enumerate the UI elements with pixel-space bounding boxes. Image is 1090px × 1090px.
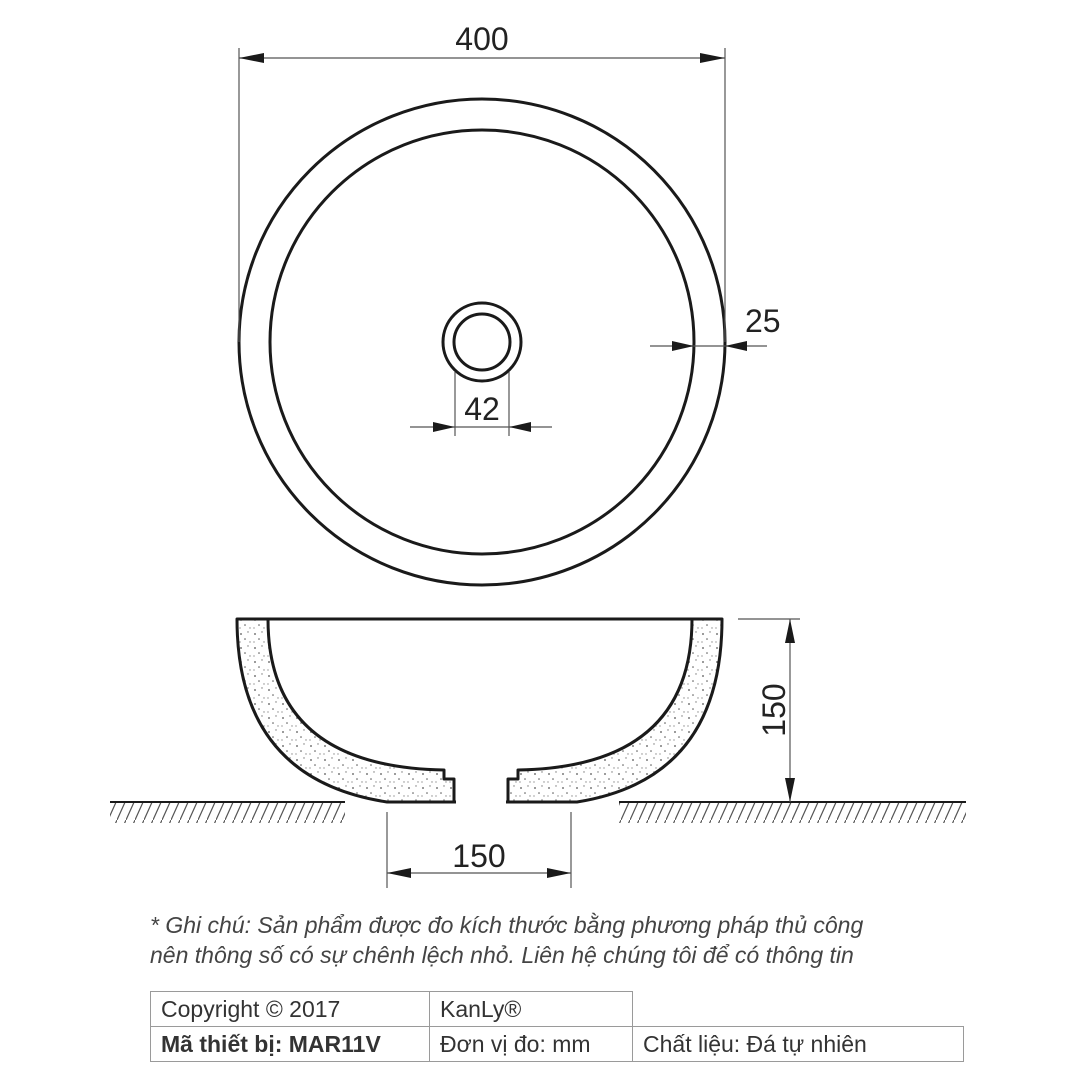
info-row-1 [151,992,964,1027]
side-view [237,619,722,802]
product-info-table [150,991,964,1062]
dimension-label-25: 25 [745,303,781,339]
empty-cell [633,992,964,1027]
inner-basin-circle [270,130,694,554]
brand-cell: KanLy® [430,992,633,1027]
info-row-2 [151,1027,964,1062]
dimension-label-42: 42 [464,391,500,427]
ground-line [110,802,966,823]
copyright-cell: Copyright © 2017 [151,992,430,1027]
unit-cell: Đơn vị đo: mm [430,1027,633,1062]
dimension-overall-diameter [239,48,725,342]
drain-inner-circle [454,314,510,370]
dimension-rim-thickness [650,341,767,351]
note-line-2: nên thông số có sự chênh lệch nhỏ. Liên hệ chúng tôi để có thông tin [150,942,854,968]
dimension-label-base-150: 150 [452,838,506,874]
outer-rim-circle [239,99,725,585]
measurement-note [150,910,970,970]
note-line-1: * Ghi chú: Sản phẩm được đo kích thước bằng phương pháp thủ công [150,912,864,938]
dimension-label-height-150: 150 [756,683,792,737]
dimension-label-400: 400 [455,21,509,57]
top-view [239,21,781,585]
device-code-cell: Mã thiết bị: MAR11V [151,1027,430,1062]
material-cell: Chất liệu: Đá tự nhiên [633,1027,964,1062]
